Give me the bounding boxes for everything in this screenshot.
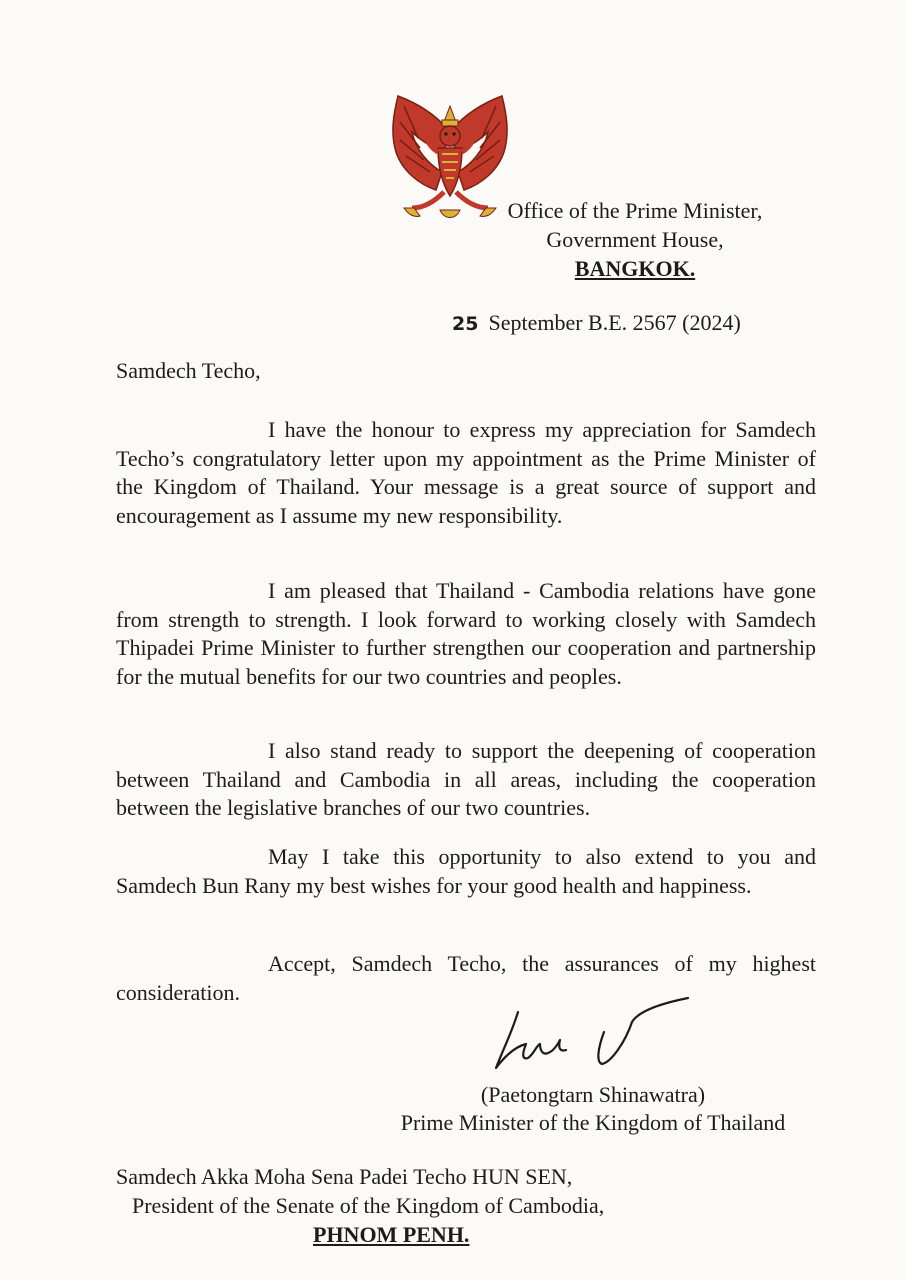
signatory-name: (Paetongtarn Shinawatra) [480, 1082, 706, 1107]
body-paragraph-4: May I take this opportunity to also extend to you and Samdech Bun Rany my best wishes for your good health and happiness. [116, 844, 816, 898]
body-paragraph-1: I have the honour to express my appreciation for Samdech Techo’s congratulatory letter upon my appointment as the Prime Minister of the Kingdom of Thailand. Your message is a great source of support and encouragement as I assume my new responsibility. [116, 417, 816, 528]
body-paragraph-2: I am pleased that Thailand - Cambodia relations have gone from strength to strength. I look forward to working closely with Samdech Thipadei Prime Minister to further strengthen our cooperation and partnership for the mutual benefits for our two countries and peoples. [116, 578, 816, 689]
handwritten-signature [488, 992, 698, 1077]
sender-building: Government House, [546, 227, 724, 252]
recipient-name: Samdech Akka Moha Sena Padei Techo HUN SEN, [116, 1164, 573, 1189]
recipient-city: PHNOM PENH. [313, 1222, 470, 1247]
recipient-title: President of the Senate of the Kingdom of Cambodia, [132, 1193, 605, 1218]
letter-date [452, 310, 741, 336]
body-paragraph-3: I also stand ready to support the deepening of cooperation between Thailand and Cambodia in all areas, including the cooperation between the legislative branches of our two countries. [116, 738, 816, 820]
sender-office: Office of the Prime Minister, [507, 198, 763, 223]
sender-city: BANGKOK. [574, 256, 696, 281]
date-rest: September B.E. 2567 (2024) [488, 310, 741, 335]
signatory-title: Prime Minister of the Kingdom of Thailand [400, 1110, 786, 1135]
closing-paragraph: Accept, Samdech Techo, the assurances of my highest consideration. [116, 951, 816, 1005]
date-day: 25 [452, 313, 479, 335]
salutation: Samdech Techo, [116, 358, 261, 383]
